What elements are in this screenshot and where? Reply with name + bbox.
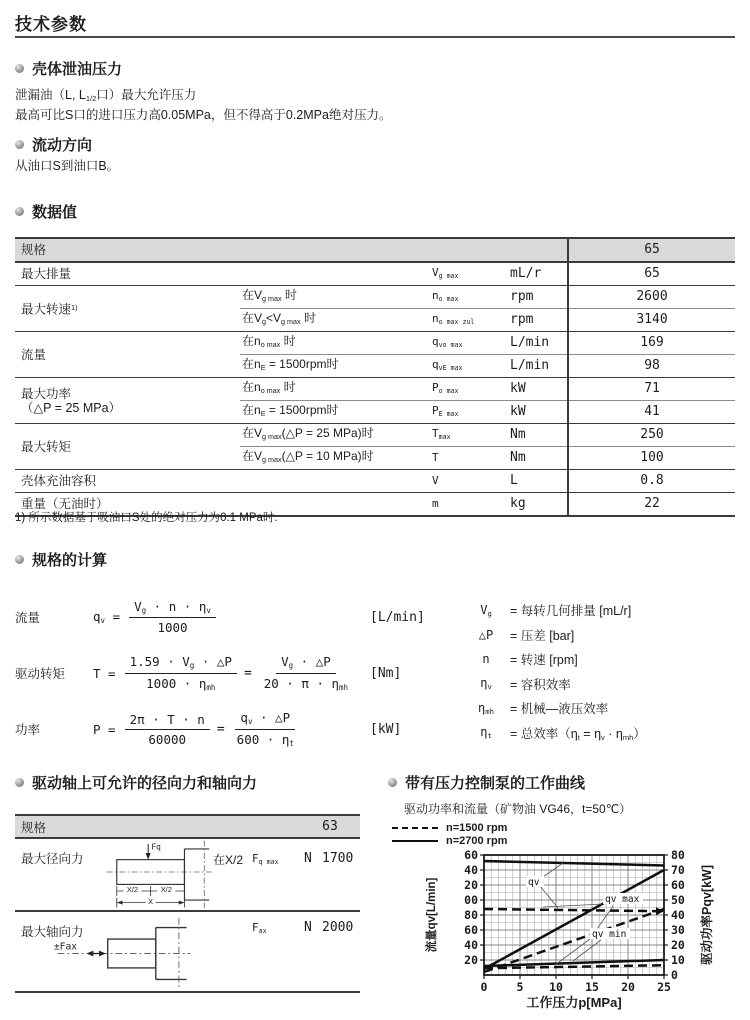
svg-text:80: 80	[671, 848, 685, 862]
cell-unit: Nm	[508, 424, 568, 447]
cell-label: 最大转矩	[15, 424, 240, 470]
definition-symbol: $V_g$	[480, 602, 492, 618]
numerator: $1.59 \cdot V_g$ · △P	[125, 654, 237, 673]
numerator: $V_g \cdot n \cdot \eta_v$	[129, 599, 216, 618]
chart-subtitle: 驱动功率和流量（矿物油 VG46，t=50℃）	[404, 802, 632, 816]
svg-text:15: 15	[585, 980, 599, 994]
cell-value: 65	[568, 238, 735, 262]
definition-symbol: $\eta_t$	[480, 725, 492, 741]
table-header-row	[15, 238, 735, 262]
formula-torque	[15, 649, 455, 697]
cell-unit: rpm	[508, 309, 568, 332]
svg-text:qv max: qv max	[605, 894, 640, 905]
cell-condition: 在$n_{o max}$ 时	[240, 378, 430, 401]
cell-symbol: $T_{max}$	[430, 424, 508, 447]
cell-symbol: m	[430, 493, 508, 517]
section-heading-label: 规格的计算	[32, 552, 108, 569]
cell-symbol: $q_{vo max}$	[430, 332, 508, 355]
cell-unit: mL/r	[508, 262, 568, 286]
cell-condition: 在$n_E = 1500rpm$时	[240, 401, 430, 424]
svg-text:10: 10	[671, 953, 685, 967]
cell-label: 流量	[15, 332, 240, 378]
definition-row	[468, 696, 646, 721]
cell-unit: L	[508, 470, 568, 493]
case-drain-line1: 泄漏油（L, $L_{1/2}$口）最大允许压力	[15, 88, 197, 104]
fraction	[125, 712, 210, 747]
cell-value: 169	[568, 332, 735, 355]
formula-label: 功率	[15, 723, 41, 737]
svg-text:30: 30	[671, 923, 685, 937]
cell-unit: Nm	[508, 447, 568, 470]
definition-symbol: $\eta_{mh}$	[478, 700, 494, 716]
flow-direction-text: 从油口S到油口B。	[15, 159, 120, 173]
svg-text:20: 20	[464, 878, 478, 892]
definition-symbol: n	[482, 652, 490, 667]
svg-text:70: 70	[671, 863, 685, 877]
svg-text:60: 60	[464, 848, 478, 862]
section-heading-case-drain	[15, 58, 122, 79]
svg-text:00: 00	[464, 893, 478, 907]
cell-unit: rpm	[508, 286, 568, 309]
section-heading-operating-curves	[388, 772, 585, 793]
cell-label: 规格	[21, 820, 47, 835]
cell-value: 41	[568, 401, 735, 424]
cell-symbol: $P_{o max}$	[430, 378, 508, 401]
section-heading-label: 壳体泄油压力	[32, 61, 123, 78]
bullet-icon	[15, 555, 24, 564]
fraction	[125, 654, 237, 691]
svg-text:40: 40	[464, 938, 478, 952]
cell-value: 2600	[568, 286, 735, 309]
cell-condition: 在$n_E = 1500rpm$时	[240, 355, 430, 378]
fraction	[232, 710, 299, 747]
cell-value: 71	[568, 378, 735, 401]
formula-lhs: T =	[93, 665, 116, 681]
legend-label: n=1500 rpm	[446, 821, 508, 834]
definition-text: = 每转几何排量 [mL/r]	[510, 604, 632, 619]
cell-symbol: $n_{o max}$	[430, 286, 508, 309]
bullet-icon	[15, 207, 24, 216]
pump-curve-chart	[415, 846, 750, 1016]
svg-text:80: 80	[464, 908, 478, 922]
cell-unit: kW	[508, 378, 568, 401]
svg-text:qv: qv	[528, 877, 540, 888]
section-heading-label: 数据值	[32, 204, 78, 221]
section-heading-calculation	[15, 549, 107, 570]
formula-unit: [kW]	[370, 721, 402, 737]
cell-label: 最大径向力	[21, 852, 84, 866]
cell-condition: 在$n_{o max}$ 时	[240, 332, 430, 355]
cell-unit: N	[304, 920, 312, 935]
cell-label: 最大功率 （△P = 25 MPa）	[15, 378, 240, 424]
cell-condition: 在X/2	[213, 853, 244, 867]
definition-symbol: △P	[478, 627, 494, 642]
cell-unit: kg	[508, 493, 568, 517]
cell-label: 壳体充油容积	[15, 470, 240, 493]
formula-lhs: $q_v$ =	[93, 608, 121, 626]
cell-condition: 在$V_{g max}(\triangle P = 10$ MPa)时	[240, 447, 430, 470]
svg-text:50: 50	[671, 893, 685, 907]
axial-force-row	[15, 910, 360, 991]
formula-label: 驱动转矩	[15, 667, 66, 681]
axial-force-label: ±Fax	[53, 941, 78, 953]
cell-unit: L/min	[508, 332, 568, 355]
cell-symbol: $V_{g max}$	[430, 262, 508, 286]
svg-text:0: 0	[480, 980, 488, 994]
dim-label-x: X	[148, 897, 154, 907]
definition-row	[468, 623, 646, 648]
cell-condition	[240, 262, 430, 286]
bullet-icon	[388, 778, 397, 787]
bullet-icon	[15, 140, 24, 149]
section-heading-data-values	[15, 201, 77, 222]
equals-sign: =	[216, 721, 225, 737]
cell-value: 3140	[568, 309, 735, 332]
definition-text: = 机械—液压效率	[510, 702, 609, 717]
solid-line-sample	[392, 840, 438, 842]
title-rule	[15, 36, 735, 38]
case-drain-text	[15, 87, 391, 124]
cell-symbol: $P_{E max}$	[430, 401, 508, 424]
cell-value: 250	[568, 424, 735, 447]
cell-symbol: $n_{o max zul}$	[430, 309, 508, 332]
cell-value: 2000	[322, 920, 354, 935]
formula-unit: [Nm]	[370, 665, 402, 681]
chart-legend	[392, 821, 507, 847]
cell-symbol: V	[430, 470, 508, 493]
svg-text:工作压力p[MPa]: 工作压力p[MPa]	[526, 995, 622, 1010]
cell-condition: 在$V_{g max}$ 时	[240, 286, 430, 309]
section-heading-label: 带有压力控制泵的工作曲线	[405, 775, 586, 792]
svg-text:60: 60	[464, 923, 478, 937]
cell-symbol: $q_{vE max}$	[430, 355, 508, 378]
svg-text:10: 10	[549, 980, 563, 994]
numerator: $q_v$ · △P	[235, 710, 295, 729]
table-row	[15, 378, 735, 401]
formula-power	[15, 705, 455, 753]
table-row	[15, 286, 735, 309]
denominator: 60000	[148, 731, 187, 747]
denominator: $20 \cdot \pi \cdot \eta_{mh}$	[263, 675, 349, 692]
denominator: 1000	[157, 620, 188, 636]
svg-text:流量qv[L/min]: 流量qv[L/min]	[426, 877, 438, 953]
definition-symbol: $\eta_v$	[480, 676, 492, 692]
bullet-icon	[15, 64, 24, 73]
case-drain-line2: 最高可比S口的进口压力高0.05MPa，但不得高于0.2MPa绝对压力。	[15, 108, 392, 123]
table-row	[15, 424, 735, 447]
cell-symbol: T	[430, 447, 508, 470]
cell-value: 100	[568, 447, 735, 470]
data-values-table	[15, 237, 735, 517]
dashed-line-sample	[392, 827, 438, 829]
denominator: $1000 \cdot \eta_{mh}$	[146, 675, 216, 692]
legend-item	[392, 821, 507, 834]
definition-row	[468, 721, 646, 746]
numerator: $V_g$ · △P	[276, 654, 336, 673]
svg-text:40: 40	[464, 863, 478, 877]
cell-value: 65	[568, 262, 735, 286]
cell-value: 98	[568, 355, 735, 378]
cell-condition: 在$V_{g max}(\triangle P = 25$ MPa)时	[240, 424, 430, 447]
cell-label: 规格	[15, 238, 568, 262]
cell-symbol: $F_{ax}$	[252, 921, 267, 935]
definition-row	[468, 672, 646, 697]
table-row	[15, 332, 735, 355]
bullet-icon	[15, 778, 24, 787]
table-footnote: 1) 所示数据基于吸油口S处的绝对压力为0.1 MPa时.	[15, 512, 278, 524]
svg-text:驱动功率Pqv[kW]: 驱动功率Pqv[kW]	[700, 864, 714, 966]
svg-text:40: 40	[671, 908, 685, 922]
definition-text: = 容积效率	[510, 677, 571, 692]
shaft-forces-table	[15, 814, 360, 993]
svg-text:60: 60	[671, 878, 685, 892]
cell-condition	[240, 470, 430, 493]
cell-condition: 在$V_g<V_{g max}$ 时	[240, 309, 430, 332]
legend-label: n=2700 rpm	[446, 834, 508, 847]
radial-force-row	[15, 839, 360, 910]
equals-sign: =	[243, 665, 252, 681]
numerator: 2π · T · n	[125, 712, 210, 730]
cell-unit: N	[304, 851, 312, 866]
svg-text:qv min: qv min	[592, 929, 627, 940]
cell-unit: kW	[508, 401, 568, 424]
formula-flow	[15, 594, 455, 640]
fraction	[129, 599, 216, 635]
formula-unit: [L/min]	[370, 609, 425, 625]
cell-label: 重量（无油时）	[15, 493, 240, 517]
page-title: 技术参数	[15, 15, 87, 34]
cell-value: 0.8	[568, 470, 735, 493]
definition-row	[468, 598, 646, 623]
definition-text: = 转速 [rpm]	[510, 653, 578, 668]
symbol-definitions	[468, 598, 646, 745]
section-heading-label: 流动方向	[32, 137, 93, 154]
radial-force-shaft-diagram	[93, 839, 233, 910]
cell-value: 1700	[322, 851, 354, 866]
cell-label: 最大轴向力	[21, 925, 84, 939]
definition-text: = 压差 [bar]	[510, 628, 575, 643]
axial-force-shaft-diagram	[51, 916, 201, 991]
cell-unit: L/min	[508, 355, 568, 378]
radial-force-label: Fq	[151, 842, 161, 852]
svg-text:25: 25	[657, 980, 671, 994]
denominator: $600 \cdot \eta_t$	[236, 731, 294, 748]
cell-label: 最大排量	[15, 262, 240, 286]
section-heading-flow-direction	[15, 134, 92, 155]
table-row	[15, 262, 735, 286]
forces-header-row	[15, 816, 360, 839]
definition-text: = 总效率$(\eta_t = \eta_v \cdot \eta_{mh})$	[510, 726, 646, 742]
section-heading-label: 驱动轴上可允许的径向力和轴向力	[32, 775, 258, 792]
definition-row	[468, 647, 646, 672]
svg-text:20: 20	[464, 953, 478, 967]
cell-symbol: $F_{q max}$	[252, 852, 279, 866]
svg-text:20: 20	[621, 980, 635, 994]
dim-label-x-half: X/2	[126, 884, 139, 894]
svg-text:0: 0	[671, 968, 678, 982]
table-row	[15, 470, 735, 493]
cell-value: 22	[568, 493, 735, 517]
formula-lhs: P =	[93, 721, 116, 737]
cell-label: 最大转速$^{1)}$	[15, 286, 240, 332]
dim-label-x-half: X/2	[160, 884, 172, 894]
fraction	[259, 654, 353, 691]
formula-label: 流量	[15, 611, 41, 625]
cell-value: 63	[322, 819, 338, 834]
svg-text:20: 20	[671, 938, 685, 952]
svg-text:5: 5	[516, 980, 524, 994]
section-heading-shaft-forces	[15, 772, 257, 793]
